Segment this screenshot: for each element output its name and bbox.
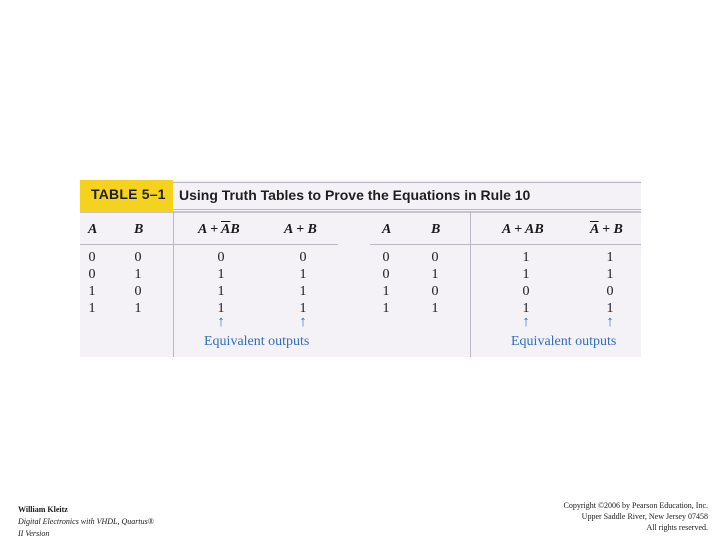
right-a-cell: 1: [382, 301, 390, 316]
right-header-rule: [370, 244, 641, 245]
right-header-a-plus-ab: A + AB: [502, 222, 544, 237]
right-a-cell: 0: [382, 250, 390, 265]
left-header-a: A: [88, 222, 98, 237]
title-bottom-rule: [173, 209, 641, 210]
copyright-line3: All rights reserved.: [646, 523, 708, 532]
arrow-up-icon: ↑: [299, 314, 307, 330]
arrow-up-icon: ↑: [522, 314, 530, 330]
table-label: TABLE 5–1: [91, 186, 166, 202]
right-b-cell: 1: [431, 267, 439, 282]
right-out2-cell: 1: [606, 250, 614, 265]
right-header-abar-plus-b: $\overline{A} + B$: [590, 222, 623, 237]
left-header-a-plus-b: A + B: [284, 222, 317, 237]
right-out1-cell: 1: [522, 250, 530, 265]
left-header-rule: [80, 244, 338, 245]
right-b-cell: 1: [431, 301, 439, 316]
table-label-tag: [80, 180, 173, 211]
table-title: Using Truth Tables to Prove the Equations in Rule 10: [179, 187, 531, 203]
right-a-cell: 1: [382, 284, 390, 299]
left-header-a-plus-abarb: $A + \overline{A}B$: [198, 222, 240, 237]
truth-table-card: [80, 180, 641, 357]
copyright-notice: [564, 500, 709, 533]
left-out1-cell: 1: [217, 301, 225, 316]
left-b-cell: 0: [134, 250, 142, 265]
book-title-line2: II Version: [18, 529, 50, 538]
right-out2-cell: 1: [606, 267, 614, 282]
book-title-line1: Digital Electronics with VHDL, Quartus®: [18, 517, 154, 526]
right-b-cell: 0: [431, 250, 439, 265]
left-out2-cell: 1: [299, 267, 307, 282]
right-header-a: A: [382, 222, 392, 237]
copyright-line1: Copyright ©2006 by Pearson Education, Inc.: [563, 501, 708, 510]
right-out2-cell: 1: [606, 301, 614, 316]
left-a-cell: 1: [88, 301, 96, 316]
left-out2-cell: 1: [299, 284, 307, 299]
right-out1-cell: 1: [522, 267, 530, 282]
left-a-cell: 1: [88, 284, 96, 299]
right-a-cell: 0: [382, 267, 390, 282]
right-out2-cell: 0: [606, 284, 614, 299]
arrow-up-icon: ↑: [606, 314, 614, 330]
left-out2-cell: 0: [299, 250, 307, 265]
left-a-cell: 0: [88, 250, 96, 265]
arrow-up-icon: ↑: [217, 314, 225, 330]
left-out1-cell: 1: [217, 267, 225, 282]
left-out2-cell: 1: [299, 301, 307, 316]
left-b-cell: 0: [134, 284, 142, 299]
header-top-rule: [80, 211, 641, 213]
copyright-line2: Upper Saddle River, New Jersey 07458: [581, 512, 708, 521]
left-out1-cell: 1: [217, 284, 225, 299]
book-credit: [18, 504, 154, 540]
author-name: William Kleitz: [18, 505, 68, 514]
right-column-divider: [470, 211, 471, 357]
left-b-cell: 1: [134, 267, 142, 282]
left-equivalent-note: Equivalent outputs: [204, 334, 310, 349]
right-equivalent-note: Equivalent outputs: [511, 334, 617, 349]
left-header-b: B: [134, 222, 144, 237]
left-a-cell: 0: [88, 267, 96, 282]
title-top-rule: [173, 182, 641, 183]
right-b-cell: 0: [431, 284, 439, 299]
left-column-divider: [173, 211, 174, 357]
right-out1-cell: 1: [522, 301, 530, 316]
left-out1-cell: 0: [217, 250, 225, 265]
right-out1-cell: 0: [522, 284, 530, 299]
right-header-b: B: [431, 222, 441, 237]
left-b-cell: 1: [134, 301, 142, 316]
